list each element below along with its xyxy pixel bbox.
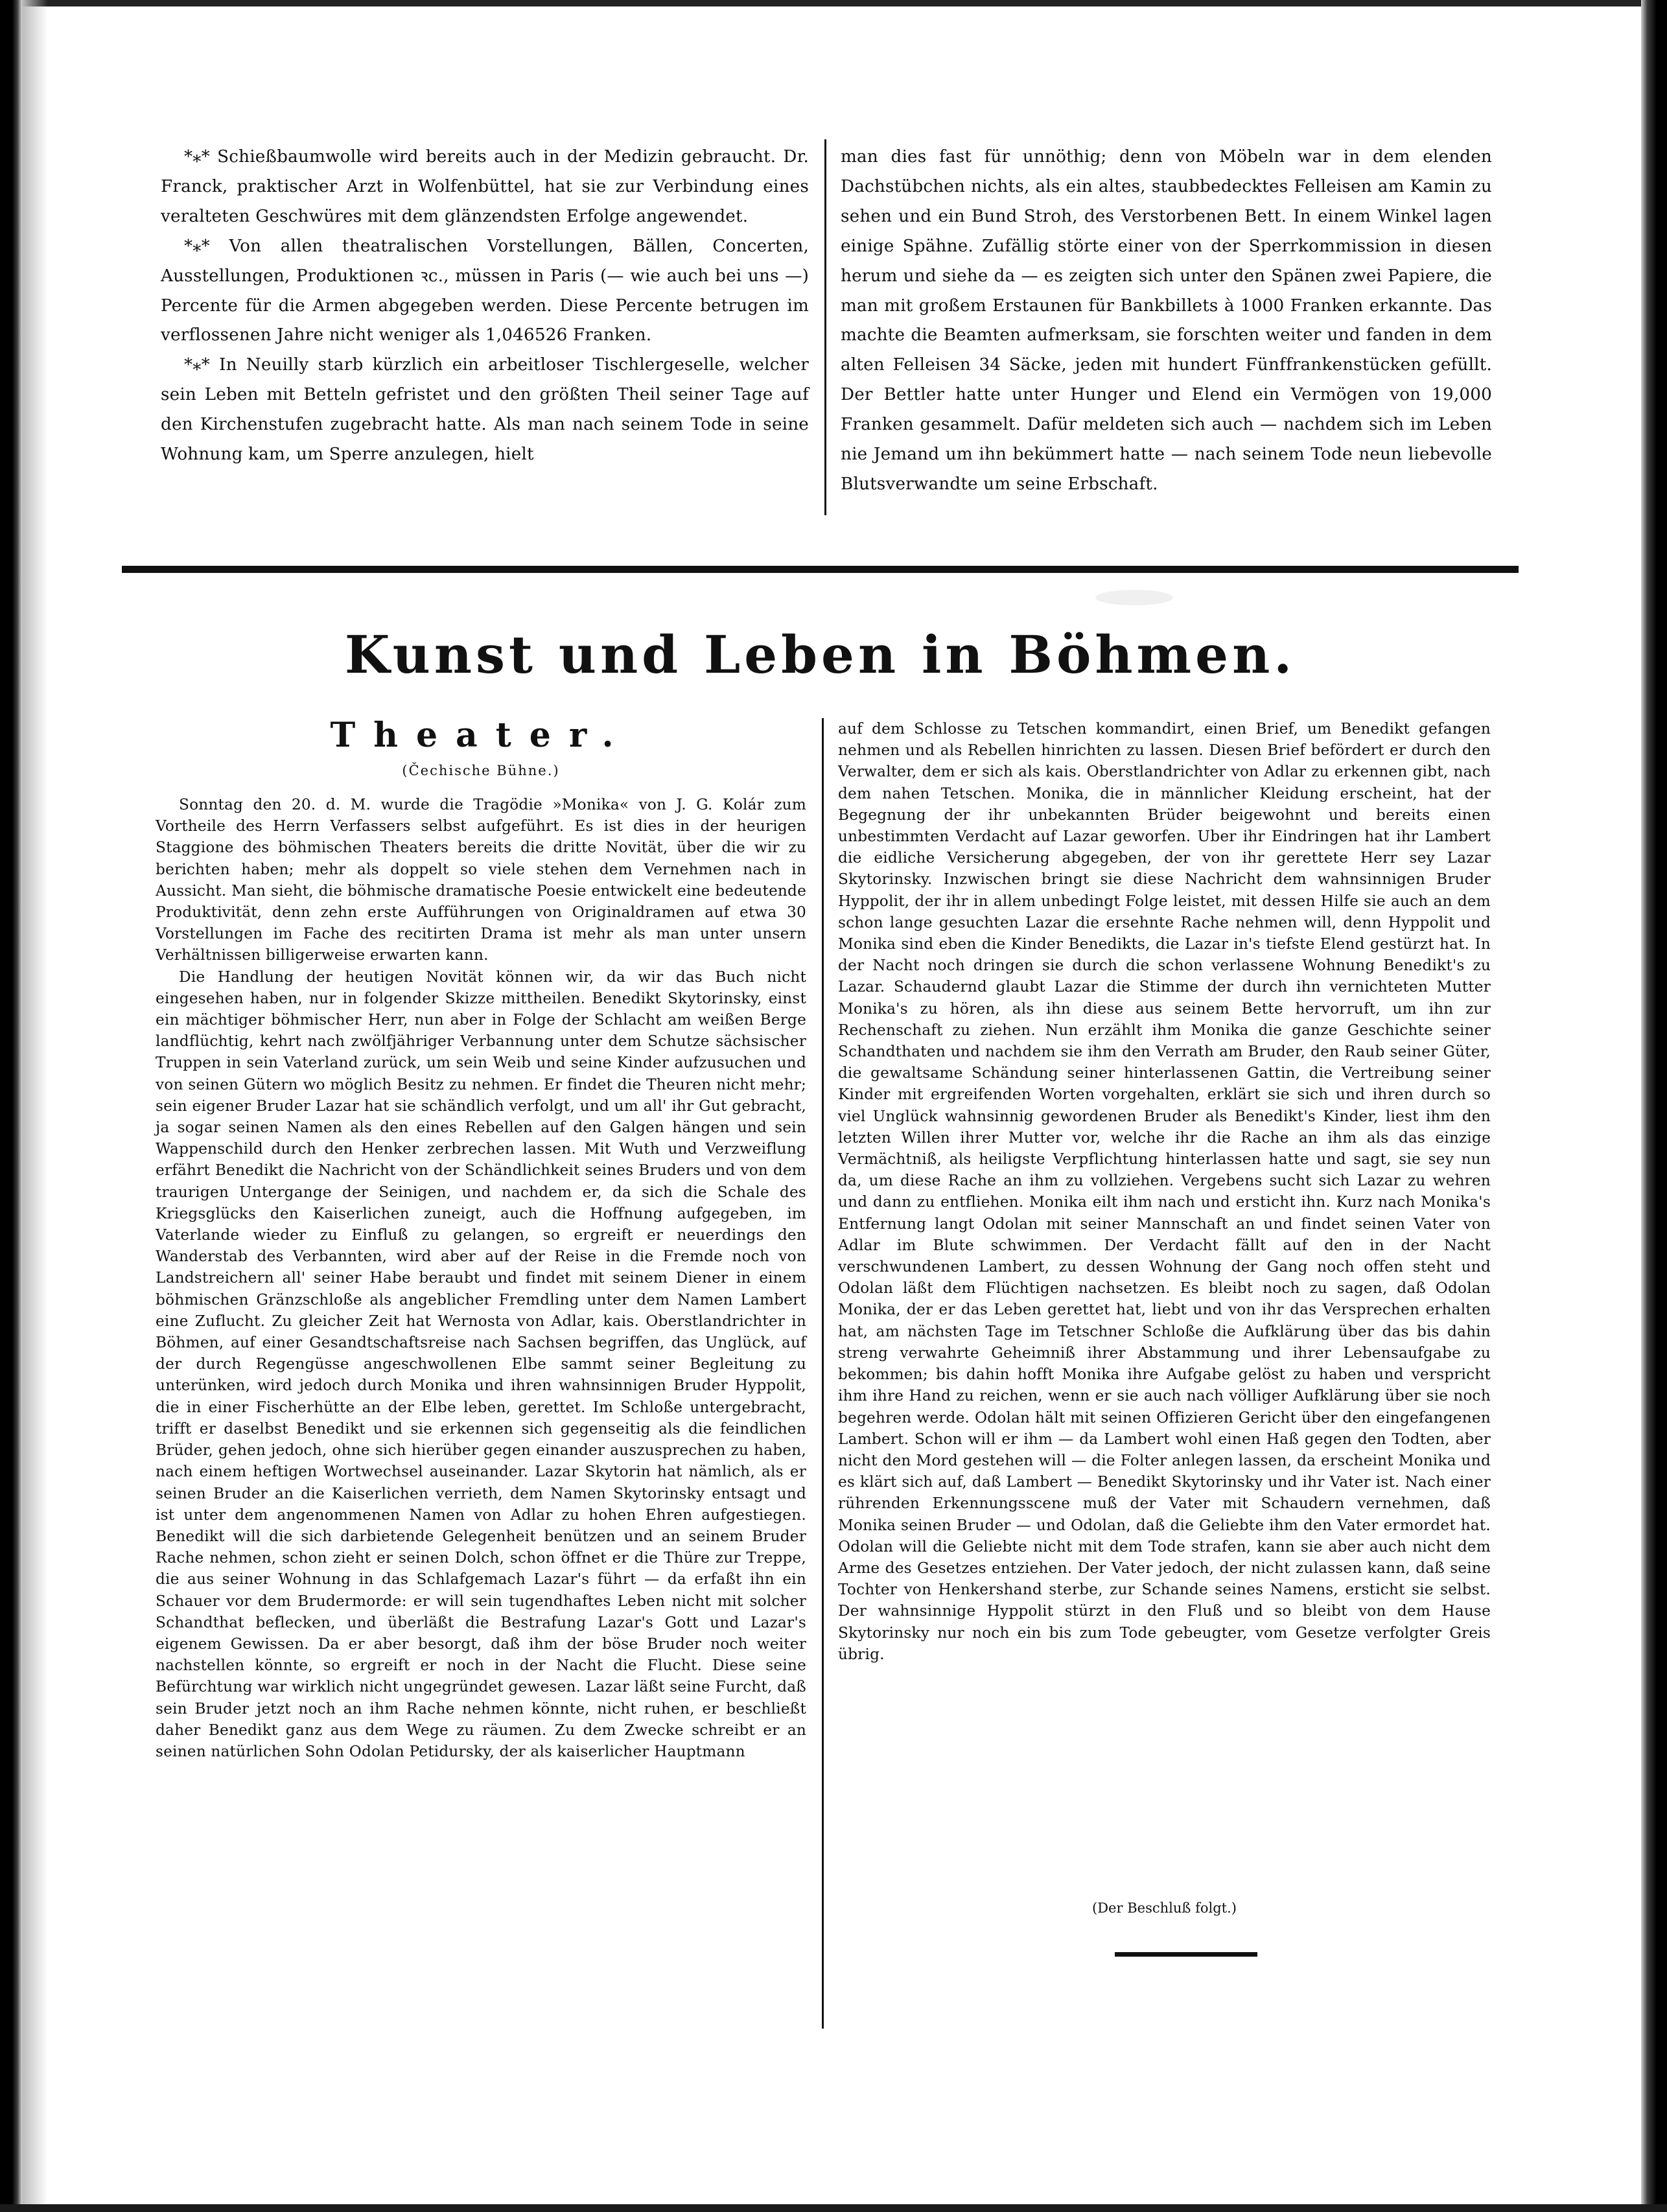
article-subtitle: (Čechische Bühne.) <box>402 763 560 778</box>
news-item-neuilly-continued: man dies fast für unnöthig; denn von Möbeln war in dem elenden Dachstübchen nichts, als ein altes, staubbedecktes Felleisen am Kamin zu sehen und ein Bund Stroh, des Verstorbenen Bett. In einem Winkel lagen einige Spähne. Zufällig störte einer von der Sperrkommission in diesen herum und siehe da — es zeigten sich unter den Spänen zwei Papiere, die man mit großem Erstaunen für Bankbillets à 1000 Franken erkannte. Das machte die Beamten aufmerksam, sie forschten weiter und fanden in dem alten Felleisen 34 Säcke, jeden mit hundert Fünffrankenstücken gefüllt. Der Bettler hatte unter Hunger und Elend ein Vermögen von 19,000 Franken gesammelt. Dafür meldeten sich auch — nachdem sich im Leben nie Jemand um ihn bekümmert hatte — nach seinem Tode neun liebevolle Blutsverwandte um seine Erbschaft. <box>841 147 1492 494</box>
scan-edge-top <box>0 0 1667 6</box>
end-rule <box>1115 1952 1257 1957</box>
scan-edge-bottom <box>0 2204 1667 2212</box>
article-paragraph-plot: Die Handlung der heutigen Novität können wir, da wir das Buch nicht eingesehen haben, nur in folgender Skizze mittheilen. Benedikt Skytorinsky, einst ein mächtiger böhmischer Herr, nun aber in Folge der Schlacht am weißen Berge landflüchtig, kehrt nach zwölfjähriger Verbannung unter dem Schutze sächsischer Truppen in sein Vaterland zurück, um sein Weib und seine Kinder aufzusuchen und von seinen Gütern wo möglich Besitz zu nehmen. Er findet die Theuren nicht mehr; sein eigener Bruder Lazar hat sie schändlich verfolgt, und um all' ihr Gut gebracht, ja sogar seinen Namen als den eines Rebellen auf den Galgen hängen und sein Wappenschild durch den Henker zerbrechen lassen. Mit Wuth und Verzweiflung erfährt Benedikt die Nachricht von der Schändlichkeit seines Bruders und von dem traurigen Untergange der Seinigen, und nachdem er, da sich die Schale des Kriegsglücks den Kaiserlichen zuneigt, auch die Hoffnung aufgegeben, im Vaterlande wieder zu Einfluß zu gelangen, so ergreift er neuerdings den Wanderstab des Verbannten, wird aber auf der Reise in die Fremde noch von Landstreichern all' seiner Habe beraubt und findet mit seinem Diener in einem böhmischen Gränzschloße als angeblicher Fremdling unter dem Namen Lambert eine Zuflucht. Zu gleicher Zeit hat Wernosta von Adlar, kais. Oberstlandrichter in Böhmen, auf einer Gesandtschaftsreise nach Sachsen begriffen, das Unglück, auf der durch Regengüsse angeschwollenen Elbe sammt seiner Begleitung zu unterünken, wird jedoch durch Monika und ihren wahnsinnigen Bruder Hyppolit, die in einer Fischerhütte an der Elbe leben, gerettet. Im Schloße untergebracht, trifft er daselbst Benedikt und sie erkennen sich gegenseitig als die feindlichen Brüder, gehen jedoch, ohne sich hierüber gegen einander auszusprechen zu haben, nach einem heftigen Wortwechsel auseinander. Lazar Skytorin hat nämlich, als er seinen Bruder an die Kaiserlichen verrieth, dem Namen Skytorinsky entsagt und ist unter dem angenommenen Namen von Adlar zu hohen Ehren aufgestiegen. Benedikt will die sich darbietende Gelegenheit benützen und an seinem Bruder Rache nehmen, schon zieht er seinen Dolch, schon öffnet er die Thüre zur Treppe, die aus seiner Wohnung in das Schlafgemach Lazar's führt — da erfaßt ihn ein Schauer vor dem Brudermorde: er will sein tugendhaftes Leben nicht mit solcher Schandthat beflecken, und überläßt die Bestrafung Lazar's Gott und Lazar's eigenem Gewissen. Da er aber besorgt, daß ihm der böse Bruder noch weiter nachstellen könnte, so ergreift er noch in der Nacht die Flucht. Diese seine Befürchtung war wirklich nicht ungegründet gewesen. Lazar läßt seine Furcht, daß sein Bruder jetzt noch an ihm Rache nehmen könnte, nicht ruhen, er beschließt daher Benedikt ganz aus dem Wege zu räumen. Zu dem Zwecke schreibt er an seinen natürlichen Sohn Odolan Petidursky, der als kaiserlicher Hauptmann <box>156 968 806 1760</box>
scan-edge-right <box>1641 0 1667 2212</box>
article-paragraph-intro: Sonntag den 20. d. M. wurde die Tragödie »Monika« von J. G. Kolár zum Vortheile des Herrn Verfassers selbst aufgeführt. Es ist dies in der heurigen Staggione des böhmischen Theaters bereits die dritte Novität, über die wir zu berichten haben; mehr als doppelt so viele stehen dem Vernehmen nach in Aussicht. Man sieht, die böhmische dramatische Poesie entwickelt eine bedeutende Produktivität, denn zehn erste Aufführungen von Originaldramen auf etwa 30 Vorstellungen im Fache des recitirten Drama ist mehr als man unter unsern Verhältnissen billigerweise erwarten kann. <box>156 796 806 964</box>
article-paragraph-plot-continued: auf dem Schlosse zu Tetschen kommandirt, einen Brief, um Benedikt gefangen nehmen und als Rebellen hinrichten zu lassen. Diesen Brief befördert er durch den Verwalter, dem er sich als kais. Oberstlandrichter von Adlar zu erkennen gibt, nach dem nahen Tetschen. Monika, die in männlicher Kleidung erscheint, hat der Begegnung der ihr unbekannten Brüder beigewohnt und bereits einen unbestimmten Verdacht auf Lazar geworfen. Uber ihr Eindringen hat ihr Lambert die eidliche Versicherung abgegeben, der von ihr gerettete Herr sey Lazar Skytorinsky. Inzwischen bringt sie diese Nachricht dem wahnsinnigen Bruder Hyppolit, der ihr in allem unbedingt Folge leistet, mit dessen Hilfe sie auch an dem schon lange gesuchten Lazar die ersehnte Rache nehmen will, denn Hyppolit und Monika sind eben die Kinder Benedikts, die Lazar in's tiefste Elend gestürzt hat. In der Nacht noch dringen sie durch die schon verlassene Wohnung Benedikt's zu Lazar. Schaudernd glaubt Lazar die Stimme der durch ihn vernichteten Mutter Monika's zu hören, als ihn diese aus seinem Bette hervorruft, um ihn zur Rechenschaft zu ziehen. Nun erzählt ihm Monika die ganze Geschichte seiner Schandthaten und nachdem sie ihm den Verrath am Bruder, den Raub seiner Güter, die gewaltsame Schändung seiner hinterlassenen Gattin, die Vertreibung seiner Kinder mit ergreifenden Worten vorgehalten, erklärt sie sich und ihren durch so viel Unglück wahnsinnig gewordenen Bruder als Benedikt's Kinder, liest ihm den letzten Willen ihrer Mutter vor, welche ihr die Rache an ihm als das einzige Vermächtniß, als heiligste Verpflichtung hinterlassen hatte und sagt, sie sey nun da, um diese Rache an ihm zu vollziehen. Vergebens sucht sich Lazar zu wehren und dann zu entfliehen. Monika eilt ihm nach und ersticht ihn. Kurz nach Monika's Entfernung langt Odolan mit seiner Mannschaft an und findet seinen Vater von Adlar im Blute schwimmen. Der Verdacht fällt auf den in der Nacht verschwundenen Lambert, zu dessen Wohnung der Gang noch offen steht und Odolan läßt dem Flüchtigen nachsetzen. Es bleibt noch zu sagen, daß Odolan Monika, der er das Leben gerettet hat, liebt und von ihr das Versprechen erhalten hat, am nächsten Tage im Tetschner Schloße die Aufklärung über das bis dahin streng verwahrte Geheimniß ihrer Abstammung und ihrer Lebensaufgabe zu bekommen; bis dahin hofft Monika ihre Aufgabe gelöst zu haben und verspricht ihm ihre Hand zu reichen, wenn er sie auch nach völliger Aufklärung über sie noch begehren werde. Odolan hält mit seinen Offizieren Gericht über den eingefangenen Lambert. Schon will er ihm — da Lambert wohl einen Haß gegen den Todten, aber nicht den Mord gestehen will — die Folter anlegen lassen, da erscheint Monika und es klärt sich auf, daß Lambert — Benedikt Skytorinsky und ihr Vater ist. Nach einer rührenden Erkennungsscene muß der Vater mit Schaudern vernehmen, daß Monika seinen Bruder — und Odolan, daß die Geliebte ihm den Vater ermordet hat. Odolan will die Geliebte nicht mit dem Tode strafen, kann sie aber auch nicht dem Arme des Gesetzes entziehen. Der Vater jedoch, der nicht zulassen kann, daß seine Tochter von Henkershand sterbe, zur Schande seines Namens, ersticht sie selbst. Der wahnsinnige Hyppolit stürzt in den Fluß und so bleibt von dem Hause Skytorinsky nur noch ein bis zum Tode gebeugter, vom Gesetze verfolgter Greis übrig. <box>838 720 1491 1663</box>
scan-edge-left <box>0 0 22 2212</box>
news-column-left <box>161 143 809 470</box>
news-item-neuilly: *⁎* In Neuilly starb kürzlich ein arbeitloser Tischlergeselle, welcher sein Leben mit Betteln gefristet und den größten Theil seiner Tage auf den Kirchenstufen zugebracht hatte. Als man nach seinem Tode in seine Wohnung kam, um Sperre anzulegen, hielt <box>161 355 809 465</box>
news-item-percente: *⁎* Von allen theatralischen Vorstellungen, Bällen, Concerten, Ausstellungen, Produktionen ꝛc., müssen in Paris (— wie auch bei uns —) Percente für die Armen abgegeben werden. Diese Percente betrugen im verflossenen Jahre nicht weniger als 1,046526 Franken. <box>161 236 809 345</box>
news-column-right <box>841 143 1492 500</box>
section-title: Kunst und Leben in Böhmen. <box>344 624 1296 685</box>
column-divider-bottom <box>822 718 824 2029</box>
page-fold-shadow <box>22 0 48 2212</box>
column-divider-top <box>824 139 826 515</box>
section-divider-rule <box>122 566 1519 573</box>
article-column-left <box>156 794 806 1762</box>
article-column-right <box>838 718 1491 1665</box>
article-title: Theater. <box>330 716 632 755</box>
news-item-schiessbaumwolle: *⁎* Schießbaumwolle wird bereits auch in der Medizin gebraucht. Dr. Franck, praktischer Arzt in Wolfenbüttel, hat sie zur Verbindung eines veralteten Geschwüres mit dem glänzendsten Erfolge angewendet. <box>161 147 809 226</box>
continuation-note: (Der Beschluß folgt.) <box>1092 1900 1237 1916</box>
print-smudge <box>1095 590 1173 605</box>
